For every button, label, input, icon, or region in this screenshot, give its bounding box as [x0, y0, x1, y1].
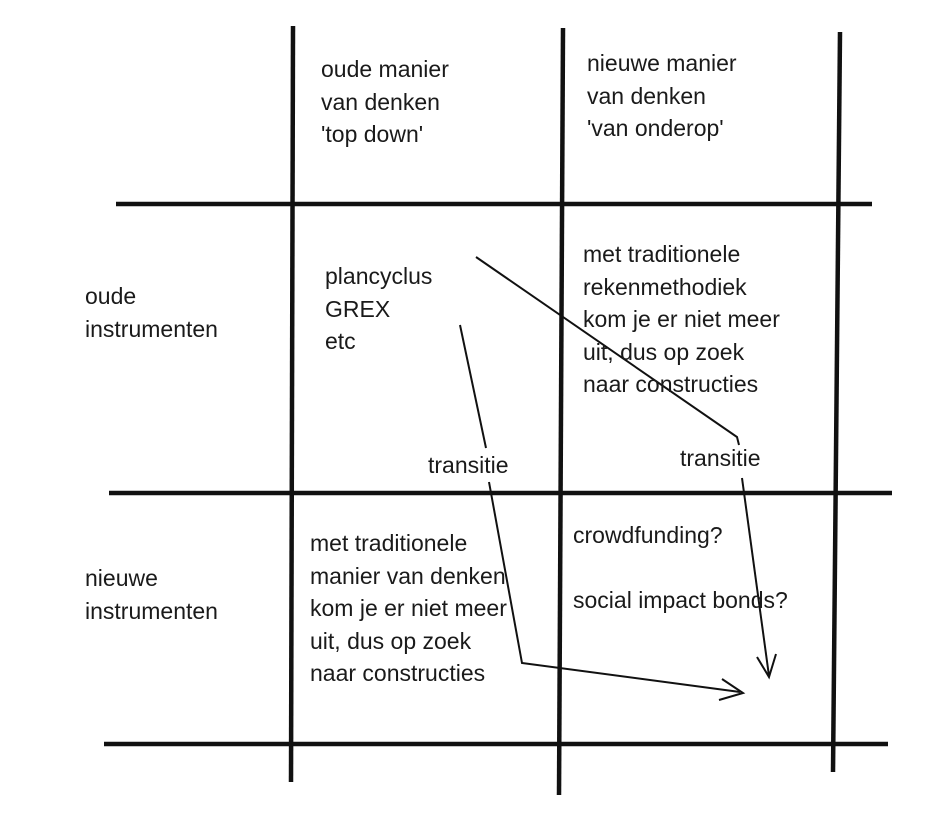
grid-line-v3 [833, 32, 840, 772]
arrow-left-path [460, 325, 486, 448]
cell-new-instruments-old-thinking: met traditionele manier van denken kom je er niet meer uit, dus op zoek naar constructies [310, 530, 507, 686]
column-header-new: nieuwe manier van denken 'van onderop' [587, 50, 737, 141]
row-header-new: nieuwe instrumenten [85, 565, 218, 624]
row-header-old: oude instrumenten [85, 283, 218, 342]
cell-old-instruments-old-thinking: plancyclus GREX etc [325, 263, 433, 354]
cell-old-instruments-new-thinking: met traditionele rekenmethodiek kom je er niet meer uit, dus op zoek naar constructies [583, 241, 780, 397]
column-header-old: oude manier van denken 'top down' [321, 56, 449, 147]
grid-line-v2 [559, 28, 563, 795]
grid-line-v1 [291, 26, 293, 782]
arrow-label-transitie-left: transitie [428, 452, 509, 478]
arrow-label-transitie-right: transitie [680, 445, 761, 471]
cell-new-instruments-new-thinking: crowdfunding? social impact bonds? [573, 522, 788, 613]
